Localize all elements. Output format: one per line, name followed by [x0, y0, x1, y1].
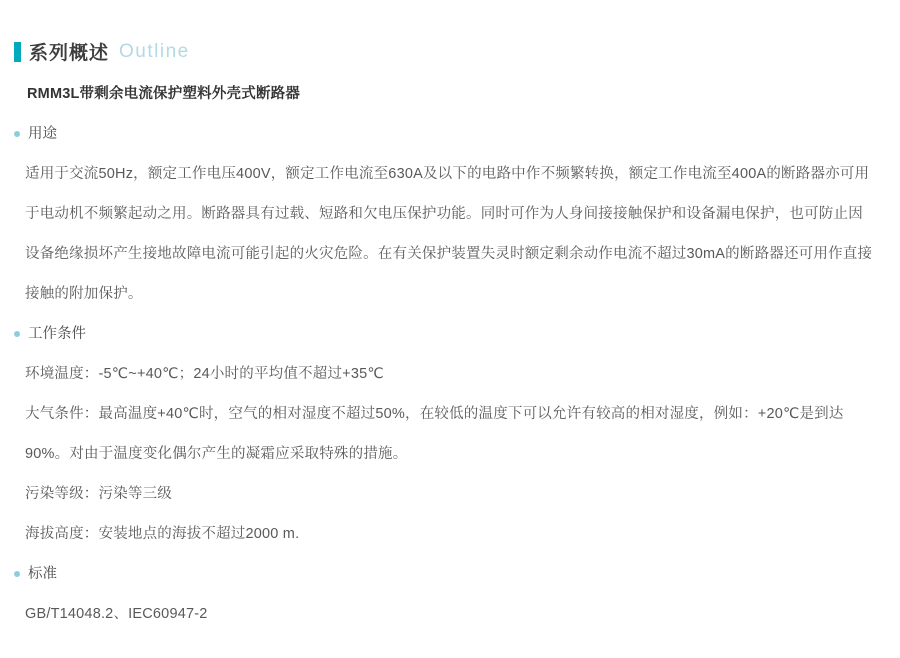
body-text-line: 环境温度：-5℃~+40℃；24小时的平均值不超过+35℃: [25, 366, 384, 382]
bullet-dot-icon: [14, 331, 20, 337]
body-text-line: 设备绝缘损坏产生接地故障电流可能引起的火灾危险。在有关保护装置失灵时额定剩余动作电流不超过30mA的断路器还可用作直接: [25, 246, 873, 262]
section-header: [14, 38, 190, 65]
body-text-line: 适用于交流50Hz，额定工作电压400V，额定工作电流至630A及以下的电路中作不频繁转换，额定工作电流至400A的断路器亦可用: [25, 166, 870, 182]
section-heading-label: 标准: [28, 566, 57, 582]
content-area: [0, 74, 900, 634]
section-title-en: Outline: [119, 40, 190, 62]
section-heading-label: 工作条件: [28, 326, 86, 342]
body-text-line: 90%。对由于温度变化偶尔产生的凝霜应采取特殊的措施。: [25, 446, 408, 462]
body-text-line: 污染等级：污染等三级: [25, 486, 172, 502]
section-title-zh: 系列概述: [29, 43, 110, 64]
body-text-line: 大气条件：最高温度+40℃时，空气的相对湿度不超过50%，在较低的温度下可以允许有较高的相对湿度，例如：+20℃是到达: [25, 406, 844, 422]
section-heading: [0, 314, 900, 354]
bullet-dot-icon: [14, 571, 20, 577]
product-title: RMM3L带剩余电流保护塑料外壳式断路器: [27, 86, 301, 102]
section-heading: [0, 554, 900, 594]
body-text-line: GB/T14048.2、IEC60947-2: [25, 606, 208, 622]
body-text-line: 接触的附加保护。: [25, 286, 143, 302]
body-text-line: 海拔高度：安装地点的海拔不超过2000 m.: [25, 526, 300, 542]
section-heading: [0, 114, 900, 154]
body-text-line: 于电动机不频繁起动之用。断路器具有过载、短路和欠电压保护功能。同时可作为人身间接接触保护和设备漏电保护，也可防止因: [25, 206, 863, 222]
section-heading-label: 用途: [28, 126, 57, 142]
bullet-dot-icon: [14, 131, 20, 137]
accent-bar-icon: [14, 42, 21, 62]
